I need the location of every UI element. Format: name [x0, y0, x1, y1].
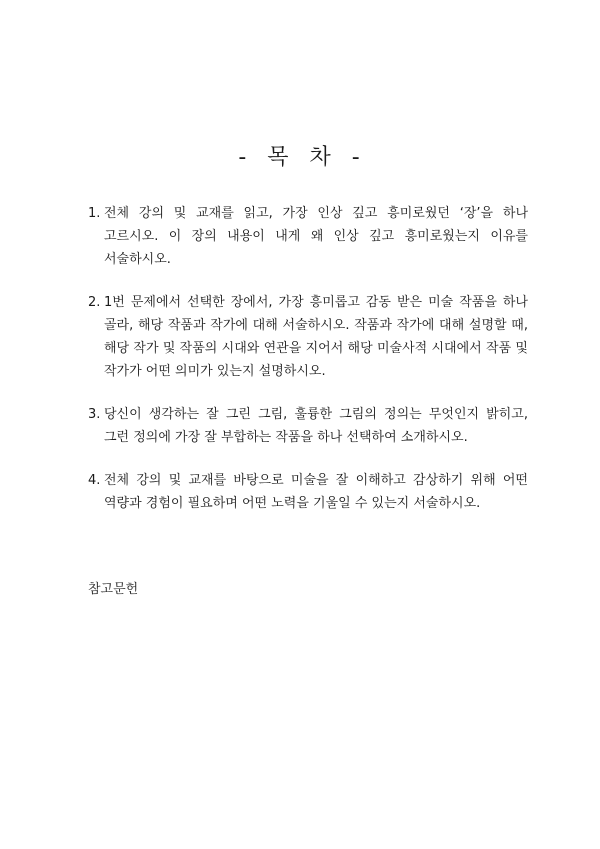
toc-item-number: 4.	[88, 473, 101, 488]
toc-item-text: 전체 강의 및 교재를 바탕으로 미술을 잘 이해하고 감상하기 위해 어떤 역량과 경험이 필요하며 어떤 노력을 기울일 수 있는지 서술하시오.	[104, 473, 528, 511]
toc-item	[88, 202, 528, 271]
toc-item	[88, 469, 528, 515]
toc-item-number: 2.	[88, 295, 101, 310]
toc-item	[88, 291, 528, 383]
toc-item-text: 당신이 생각하는 잘 그린 그림, 훌륭한 그림의 정의는 무엇인지 밝히고, 그런 정의에 가장 잘 부합하는 작품을 하나 선택하여 소개하시오.	[104, 407, 528, 445]
references-heading: 참고문헌	[88, 582, 139, 597]
toc-item-number: 3.	[88, 407, 101, 422]
toc-item	[88, 403, 528, 449]
toc-item-number: 1.	[88, 206, 101, 221]
toc-item-text: 전체 강의 및 교재를 읽고, 가장 인상 깊고 흥미로웠던 ‘장’을 하나 고르시오. 이 장의 내용이 내게 왜 인상 깊고 흥미로웠는지 이유를 서술하시오.	[104, 206, 528, 267]
toc-item-text: 1번 문제에서 선택한 장에서, 가장 흥미롭고 감동 받은 미술 작품을 하나 골라, 해당 작품과 작가에 대해 서술하시오. 작품과 작가에 대해 설명할 때, 해당 작가 및 작품의 시대와 연관을 지어서 해당 미술사적 시대에서 작품 및 작가가 어떤 의미가 있는지 설명하시오.	[104, 295, 528, 379]
toc-list	[88, 202, 528, 535]
toc-title: - 목 차 -	[238, 145, 362, 170]
